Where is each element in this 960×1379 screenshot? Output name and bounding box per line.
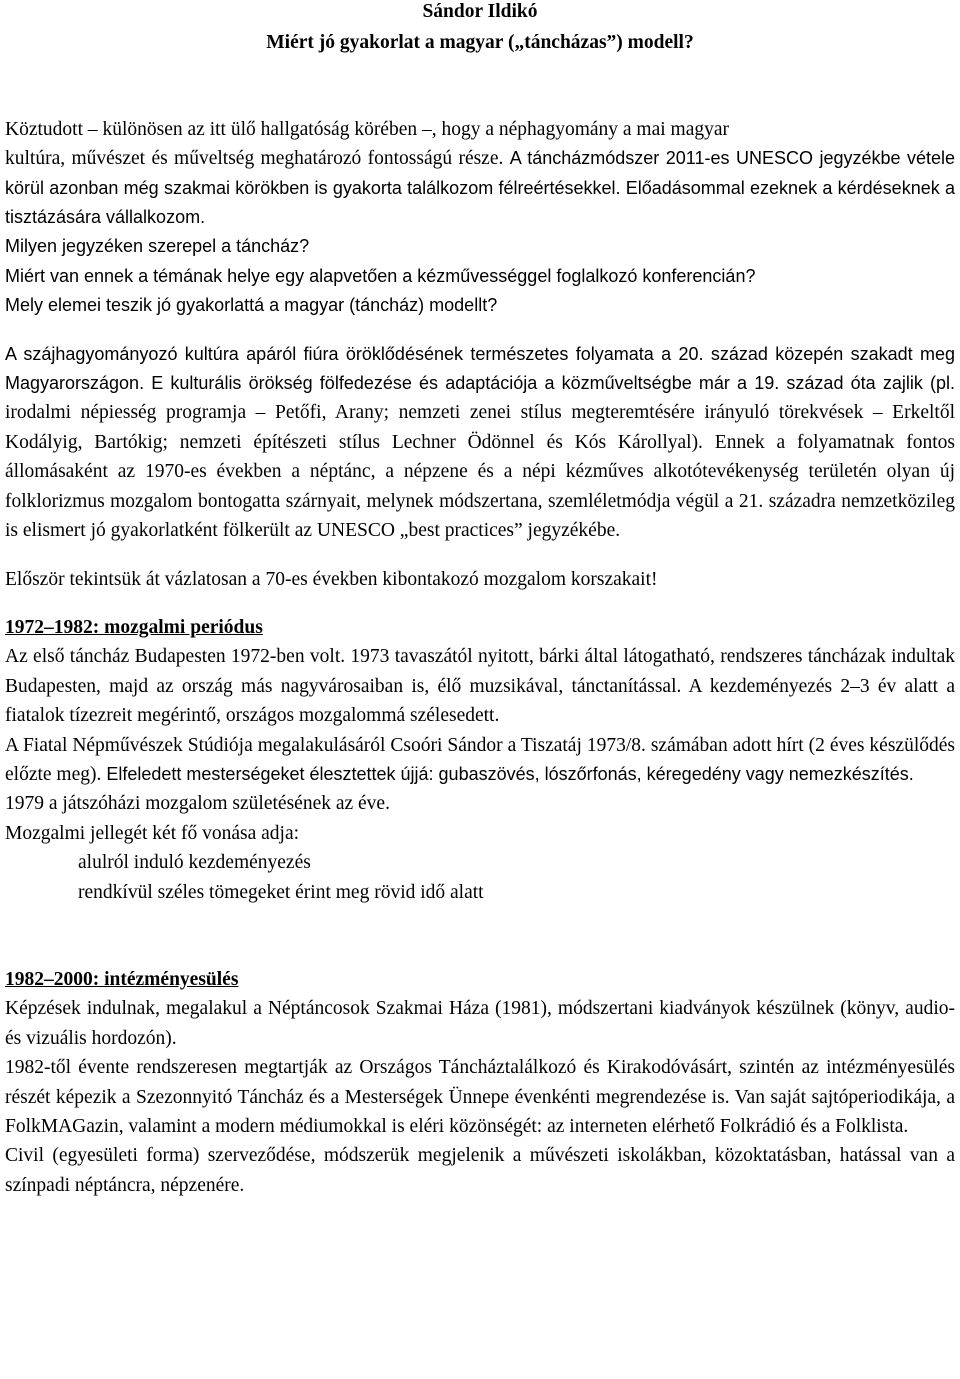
trait-item-1: alulról induló kezdeményezés <box>78 852 311 874</box>
question-1: Milyen jegyzéken szerepel a táncház? <box>5 236 310 257</box>
intro-line-1: Köztudott – különösen az itt ülő hallgatóság körében –, hogy a néphagyomány a mai magyar <box>5 118 730 140</box>
question-3: Mely elemei teszik jó gyakorlattá a magyar (táncház) modellt? <box>5 295 498 316</box>
period-2-section <box>5 965 955 1200</box>
intro-sans-text-2: Előadásommal ezeknek a kérdéseknek a tisztázására vállalkozom. <box>5 177 956 228</box>
intro-sans-text: A táncházmódszer 2011-es UNESCO jegyzékbe vétele körül azonban még szakmai körökben is gyakorta találkozom félreértésekkel. <box>5 148 956 198</box>
overview-sentence: Először tekintsük át vázlatosan a 70-es években kibontakozó mozgalom korszakait! <box>5 568 658 590</box>
period-1-paragraph-3: 1979 a játszóházi mozgalom születésének az éve. <box>5 793 390 815</box>
document-title: Miért jó gyakorlat a magyar („táncházas”) modell? <box>266 32 694 54</box>
period-2-paragraph-2: 1982-től évente rendszeresen megtartják az Országos Táncháztalálkozó és Kirakodóvásárt, szintén az intézményesülés részét képezik a Szezonnyitó Táncház és a Mesterségek Ünnepe évenkénti megrendezése is. Van saját sajtóperiodikája, a FolkMAGazin, valamint a modern médiumokkal is eléri közönségét: az interneten elérhető Folkrádió és a Folklista. <box>5 1057 955 1137</box>
period-1-p2-serif: A Fiatal Népművészek Stúdiója megalakulásáról Csoóri Sándor a Tiszatáj 1973/8. számában adott hírt (2 éves készülődés előzte meg). <box>5 734 955 785</box>
period-1-p2-sans: Elfeledett mesterségeket élesztettek újjá: gubaszövés, lószőrfonás, kéregedény vagy nemezkészítés. <box>101 763 914 784</box>
trait-item-2: rendkívül széles tömegeket érint meg rövid idő alatt <box>78 881 484 903</box>
tradition-serif-text: irodalmi népiesség programja – Petőfi, Arany; nemzeti zenei stílus megteremtésére irányuló törekvések – Erkeltől Kodályig, Bartókig; nemzeti építészeti stílus Lechner Ödönnel és Kós Károllyal). Ennek a folyamatnak fontos állomásaként az 1970-es években a néptánc, a népzene és a népi kézműves alkotótevékenység területén olyan új folklorizmus mozgalom bontogatta szárnyait, melynek módszertana, szemléletmódja végül a 21. századra nemzetközileg is elismert jó gyakorlatként fölkerült az UNESCO „best practices” jegyzékébe. <box>5 402 955 542</box>
period-2-paragraph-1: Képzések indulnak, megalakul a Néptáncosok Szakmai Háza (1981), módszertani kiadványok készülnek (könyv, audio- és vizuális hordozón). <box>5 998 955 1049</box>
intro-paragraph <box>5 115 955 321</box>
author-name: Sándor Ildikó <box>422 1 538 22</box>
intro-line-2: kultúra, művészet és műveltség meghatározó fontosságú része. <box>5 148 504 170</box>
period-1-section <box>5 613 955 907</box>
period-1-paragraph-1: Az első táncház Budapesten 1972-ben volt. 1973 tavaszától nyitott, bárki által látogatható, rendszeres táncházak indultak Budapesten, majd az ország más nagyvárosaiban is, élő muzsikával, tánctanítással. A kezdeményezés 2–3 év alatt a fiatalok tízezreit megérintő, országos mozgalommá szélesedett. <box>5 646 955 727</box>
period-1-paragraph-2 <box>5 731 955 790</box>
period-2-heading: 1982–2000: intézményesülés <box>5 968 239 990</box>
period-1-heading: 1972–1982: mozgalmi periódus <box>5 616 263 638</box>
period-1-paragraph-4: Mozgalmi jellegét két fő vonása adja: <box>5 822 300 844</box>
document-page <box>5 0 955 1200</box>
period-2-paragraph-3: Civil (egyesületi forma) szerveződése, módszerük megjelenik a művészeti iskolákban, közoktatásban, hatással van a színpadi néptáncra, népzenére. <box>5 1145 955 1196</box>
tradition-paragraph <box>5 340 955 546</box>
question-2: Miért van ennek a témának helye egy alapvetően a kézművességgel foglalkozó konferencián? <box>5 265 756 286</box>
tradition-sans-text: A szájhagyományozó kultúra apáról fiúra öröklődésének természetes folyamata a 20. század közepén szakadt meg Magyarországon. E kulturális örökség fölfedezése és adaptációja a közműveltségbe már a 19. század óta zajlik (pl. <box>5 343 955 394</box>
